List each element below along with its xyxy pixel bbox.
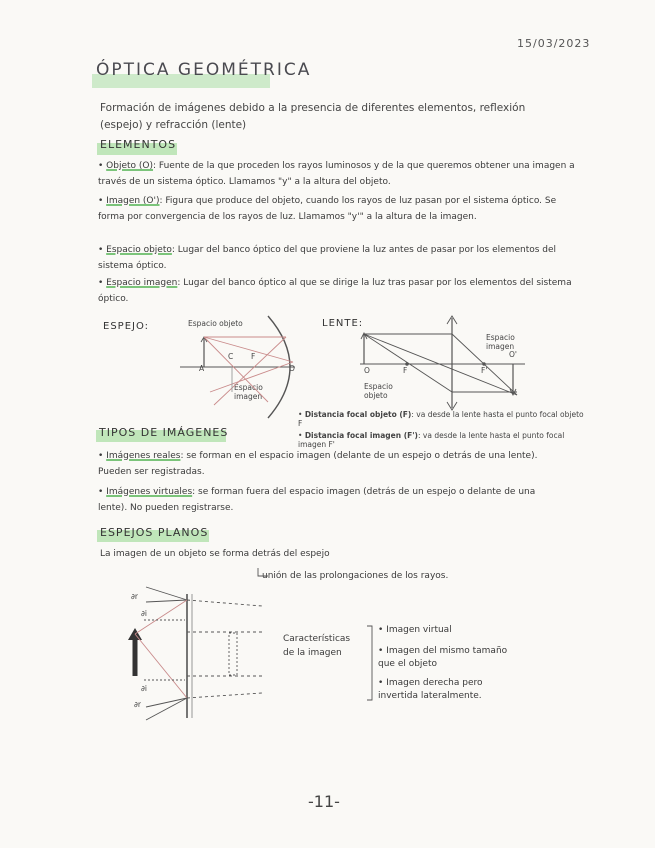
- plane-ray-1: [146, 587, 187, 600]
- lens-point-o: O: [364, 366, 370, 375]
- angle-r-bottom: ∂r: [134, 700, 141, 709]
- mirror-diagram: [180, 316, 295, 418]
- mirror-espacio-imagen: Espacio imagen: [234, 383, 263, 401]
- tipos-item-1: • Imágenes reales: se forman en el espacio imagen (delante de un espejo o detrás de una lente). Pueden ser registradas.: [98, 451, 538, 477]
- mirror-ray-5: [204, 337, 268, 402]
- espejos-planos-line1: La imagen de un objeto se forma detrás del espejo: [100, 549, 330, 559]
- mirror-ray-4: [210, 362, 293, 392]
- mirror-point-a: A: [199, 364, 205, 373]
- text-objeto: : Fuente de la que proceden los rayos luminosos y de la que queremos obtener una imagen a través de un sistema óptico. Llamamos "y" a la altura del objeto.: [98, 161, 575, 187]
- intro-text: Formación de imágenes debido a la presencia de diferentes elementos, reflexión (espejo) y refracción (lente): [100, 102, 526, 131]
- distancia-imagen: • Distancia focal imagen (F'): va desde la lente hasta el punto focal imagen F': [298, 431, 565, 449]
- date: 15/03/2023: [517, 37, 591, 50]
- term-imagenes-virtuales: Imágenes virtuales: [106, 487, 193, 497]
- mirror-ray-3: [214, 337, 286, 405]
- term-imagenes-reales: Imágenes reales: [106, 451, 181, 461]
- term-espacio-imagen: Espacio imagen: [106, 278, 178, 288]
- plane-ray-3: [135, 600, 187, 634]
- term-imagen: Imagen (O'): [106, 196, 160, 206]
- tipos-heading: TIPOS DE IMÁGENES: [99, 426, 229, 439]
- mirror-point-o: O: [289, 364, 295, 373]
- mirror-espacio-objeto: Espacio objeto: [188, 319, 243, 328]
- page-number: -11-: [308, 792, 340, 811]
- plane-ray-5: [146, 698, 187, 707]
- caracteristica-1: • Imagen virtual: [378, 625, 452, 635]
- angle-r-top: ∂r: [131, 592, 138, 601]
- text-espacio-objeto: : Lugar del banco óptico del que proviene la luz antes de pasar por los elementos del sistema óptico.: [98, 245, 557, 271]
- text-distancia-imagen: : va desde la lente hasta el punto focal imagen F': [298, 431, 565, 449]
- mirror-ray-2: [204, 337, 293, 362]
- page-title: ÓPTICA GEOMÉTRICA: [96, 60, 312, 80]
- angle-i-bottom: ∂i: [141, 684, 147, 693]
- lens-diagram: [360, 316, 525, 410]
- caracteristicas-bracket: [367, 626, 372, 700]
- text-imagen: : Figura que produce del objeto, cuando los rayos de luz pasan por el sistema óptico. Se forma por convergencia de los rayos de luz. Llamamos "y'" a la altura de la imagen.: [98, 196, 557, 222]
- lens-point-f2: F': [481, 366, 488, 375]
- elementos-heading: ELEMENTOS: [100, 138, 177, 151]
- lente-label: LENTE:: [322, 318, 364, 329]
- angle-i-top: ∂i: [141, 609, 147, 618]
- espejos-planos-line2: unión de las prolongaciones de los rayos.: [262, 571, 449, 581]
- plane-dashed-4: [187, 693, 262, 698]
- espejos-planos-heading: ESPEJOS PLANOS: [100, 526, 209, 539]
- plane-mirror-diagram: [128, 568, 372, 720]
- caracteristica-2: • Imagen del mismo tamaño que el objeto: [378, 646, 508, 669]
- lens-ray-3: [364, 334, 517, 395]
- text-distancia-objeto: : va desde la lente hasta el punto focal objeto F: [298, 410, 584, 428]
- espejos-planos-arrow: [258, 568, 268, 576]
- mirror-point-c: C: [228, 352, 234, 361]
- lens-point-f: F: [403, 366, 408, 375]
- lens-focal-point-f2: [483, 363, 486, 366]
- tipos-item-2: • Imágenes virtuales: se forman fuera del espacio imagen (detrás de un espejo o delante de una lente). No pueden registrarse.: [98, 487, 536, 513]
- lens-point-o2: O': [509, 350, 517, 359]
- caracteristicas-label: Características de la imagen: [283, 634, 351, 658]
- plane-dashed-1: [187, 600, 262, 606]
- lens-espacio-imagen: Espacio imagen: [486, 333, 515, 351]
- caracteristica-1-text: Imagen virtual: [386, 625, 452, 635]
- text-imagenes-virtuales: : se forman fuera del espacio imagen (detrás de un espejo o delante de una lente). No pueden registrarse.: [98, 487, 536, 513]
- plane-ray-2: [146, 600, 187, 602]
- text-espacio-imagen: : Lugar del banco óptico al que se dirige la luz tras pasar por los elementos del sistema óptico.: [98, 278, 572, 304]
- elementos-item-3: • Espacio objeto: Lugar del banco óptico del que proviene la luz antes de pasar por los elementos del sistema óptico.: [98, 245, 557, 271]
- lens-focal-point-f: [406, 363, 409, 366]
- caracteristica-3-text: Imagen derecha pero invertida lateralmente.: [378, 678, 483, 701]
- plane-ray-4: [135, 634, 187, 698]
- elementos-item-2: • Imagen (O'): Figura que produce del objeto, cuando los rayos de luz pasan por el sistema óptico. Se forma por convergencia de los rayos de luz. Llamamos "y'" a la altura de la imagen.: [98, 196, 557, 222]
- term-objeto: Objeto (O): [106, 161, 154, 171]
- caracteristica-3: • Imagen derecha pero invertida lateralmente.: [378, 678, 483, 701]
- mirror-point-f: F: [251, 352, 256, 361]
- text-imagenes-reales: : se forman en el espacio imagen (delante de un espejo o detrás de una lente). Pueden ser registradas.: [98, 451, 538, 477]
- elementos-item-4: • Espacio imagen: Lugar del banco óptico al que se dirige la luz tras pasar por los elementos del sistema óptico.: [98, 278, 572, 304]
- term-espacio-objeto: Espacio objeto: [106, 245, 172, 255]
- term-distancia-objeto: Distancia focal objeto (F): [304, 410, 412, 419]
- lens-espacio-objeto: Espacio objeto: [364, 382, 393, 400]
- plane-virtual-image: [229, 633, 237, 675]
- caracteristica-2-text: Imagen del mismo tamaño que el objeto: [378, 646, 508, 669]
- espejo-label: ESPEJO:: [103, 321, 150, 332]
- distancia-objeto: • Distancia focal objeto (F): va desde la lente hasta el punto focal objeto F: [298, 410, 584, 428]
- plane-ray-6: [146, 698, 187, 720]
- term-distancia-imagen: Distancia focal imagen (F'): [304, 431, 418, 440]
- elementos-item-1: • Objeto (O): Fuente de la que proceden los rayos luminosos y de la que queremos obtener una imagen a través de un sistema óptico. Llamamos "y" a la altura del objeto.: [98, 161, 575, 187]
